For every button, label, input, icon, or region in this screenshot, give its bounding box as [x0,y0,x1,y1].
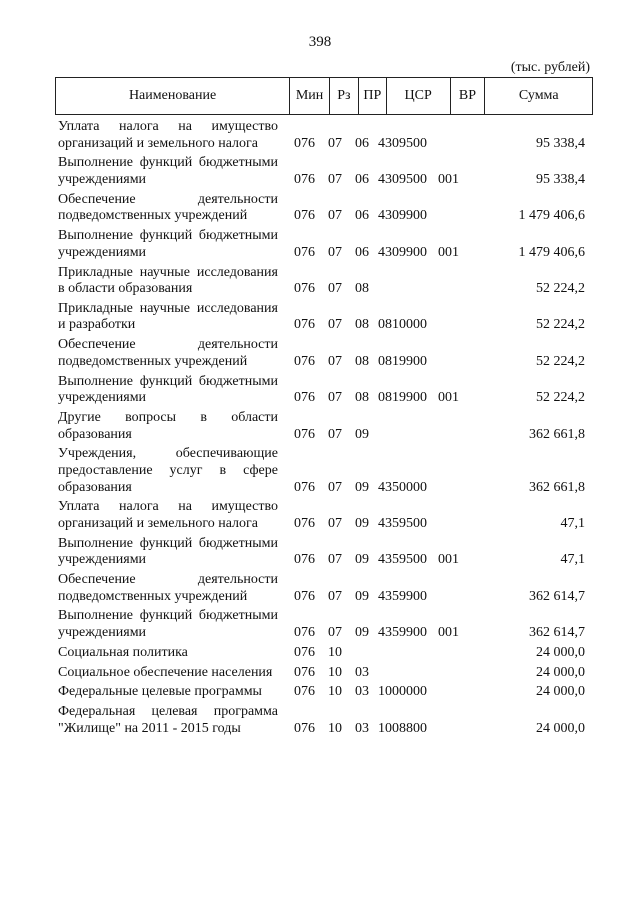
row-min: 076 [294,552,315,568]
row-csr: 4309900 [378,244,427,260]
row-rz: 07 [328,171,342,187]
row-csr: 4359500 [378,552,427,568]
row-vr: 001 [438,390,459,406]
row-csr: 1008800 [378,720,427,736]
row-rz: 10 [328,684,342,700]
row-name: Социальное обеспечение населения [58,664,273,680]
row-name: Уплата налога на имущество организаций и земельного налога [58,499,278,531]
table-row [55,192,595,225]
row-name: Выполнение функций бюджетными учреждениями [58,608,278,641]
row-sum: 47,1 [560,552,585,568]
row-rz: 07 [328,625,342,641]
table-row [55,155,595,188]
row-vr: 001 [438,244,459,260]
row-rz: 07 [328,515,342,531]
table-row [55,265,595,298]
row-sum: 52 224,2 [536,317,585,333]
row-name: Выполнение функций бюджетными учреждениями [58,228,278,260]
row-rz: 07 [328,390,342,406]
row-pr: 08 [355,317,369,333]
row-pr: 08 [355,281,369,297]
table-row [55,119,595,152]
row-sum: 24 000,0 [536,644,585,660]
row-rz: 07 [328,135,342,151]
header-rz: Рз [330,78,359,114]
row-pr: 09 [355,515,369,531]
row-sum: 52 224,2 [536,353,585,369]
table-row [55,536,595,569]
row-min: 076 [294,644,315,660]
row-min: 076 [294,664,315,680]
row-csr: 4359900 [378,588,427,604]
row-rz: 07 [328,317,342,333]
row-min: 076 [294,208,315,224]
header-vr: ВР [451,78,486,114]
row-pr: 06 [355,208,369,224]
row-sum: 95 338,4 [536,171,585,187]
row-vr: 001 [438,552,459,568]
row-csr: 4359500 [378,515,427,531]
row-pr: 09 [355,426,369,442]
row-csr: 4309900 [378,208,427,224]
row-min: 076 [294,426,315,442]
row-min: 076 [294,515,315,531]
row-name: Федеральная целевая программа "Жилище" на 2011 - 2015 годы [58,704,278,736]
row-pr: 09 [355,552,369,568]
row-csr: 4309500 [378,171,427,187]
row-name: Выполнение функций бюджетными учреждениями [58,373,278,406]
row-sum: 1 479 406,6 [518,244,585,260]
row-min: 076 [294,720,315,736]
row-sum: 362 614,7 [529,625,585,641]
header-sum: Сумма [518,88,559,103]
row-csr: 0819900 [378,390,427,406]
row-pr: 06 [355,135,369,151]
row-pr: 03 [355,720,369,736]
table-row [55,572,595,605]
row-sum: 47,1 [560,515,585,531]
row-name: Социальная политика [58,644,188,660]
table-row [55,665,595,682]
row-csr: 1000000 [378,684,427,700]
row-pr: 09 [355,588,369,604]
row-rz: 07 [328,281,342,297]
header-min: Мин [290,78,330,114]
row-sum: 95 338,4 [536,135,585,151]
row-name: Учреждения, обеспечивающие предоставление услуг в сфере образования [58,446,278,495]
row-csr: 4350000 [378,479,427,495]
row-pr: 09 [355,625,369,641]
table-row [55,645,595,662]
table-header [55,77,593,115]
header-pr: ПР [359,78,387,114]
row-csr: 4359900 [378,625,427,641]
row-pr: 03 [355,664,369,680]
row-min: 076 [294,588,315,604]
row-sum: 52 224,2 [536,390,585,406]
table-row [55,499,595,532]
table-row [55,374,595,407]
table-row [55,301,595,334]
row-rz: 10 [328,720,342,736]
row-sum: 362 661,8 [529,479,585,495]
row-name: Обеспечение деятельности подведомственных учреждений [58,191,278,224]
row-vr: 001 [438,171,459,187]
row-min: 076 [294,244,315,260]
row-name: Выполнение функций бюджетными учреждениями [58,535,278,568]
row-csr: 0810000 [378,317,427,333]
row-sum: 1 479 406,6 [518,208,585,224]
row-sum: 362 661,8 [529,426,585,442]
row-pr: 06 [355,171,369,187]
row-rz: 07 [328,244,342,260]
row-min: 076 [294,479,315,495]
row-name: Прикладные научные исследования в области образования [58,264,278,297]
page-number: 398 [308,34,332,50]
row-min: 076 [294,135,315,151]
row-name: Другие вопросы в области образования [58,410,278,442]
row-rz: 07 [328,353,342,369]
table-row [55,608,595,641]
row-rz: 07 [328,479,342,495]
row-min: 076 [294,353,315,369]
row-sum: 362 614,7 [529,588,585,604]
row-min: 076 [294,317,315,333]
table-row [55,410,595,443]
row-name: Обеспечение деятельности подведомственных учреждений [58,337,278,369]
table-row [55,228,595,261]
units-label: (тыс. рублей) [510,60,590,75]
row-min: 076 [294,390,315,406]
row-sum: 24 000,0 [536,664,585,680]
row-name: Обеспечение деятельности подведомственных учреждений [58,572,278,604]
row-min: 076 [294,171,315,187]
row-sum: 52 224,2 [536,281,585,297]
table-body [55,119,595,741]
row-pr: 08 [355,390,369,406]
table-row [55,684,595,701]
row-name: Прикладные научные исследования и разработки [58,300,278,333]
row-rz: 07 [328,208,342,224]
table-row [55,337,595,370]
row-min: 076 [294,281,315,297]
row-sum: 24 000,0 [536,684,585,700]
row-csr: 0819900 [378,353,427,369]
header-csr: ЦСР [387,78,451,114]
row-sum: 24 000,0 [536,720,585,736]
row-csr: 4309500 [378,135,427,151]
row-name: Выполнение функций бюджетными учреждениями [58,155,278,187]
header-name: Наименование [56,78,290,114]
table-row [55,446,595,496]
row-rz: 10 [328,664,342,680]
row-vr: 001 [438,625,459,641]
row-rz: 10 [328,644,342,660]
row-name: Уплата налога на имущество организаций и земельного налога [58,119,278,151]
row-min: 076 [294,684,315,700]
row-pr: 03 [355,684,369,700]
row-pr: 06 [355,244,369,260]
row-name: Федеральные целевые программы [58,684,262,700]
row-pr: 08 [355,353,369,369]
row-rz: 07 [328,426,342,442]
row-pr: 09 [355,479,369,495]
row-rz: 07 [328,588,342,604]
table-row [55,704,595,737]
row-min: 076 [294,625,315,641]
row-rz: 07 [328,552,342,568]
